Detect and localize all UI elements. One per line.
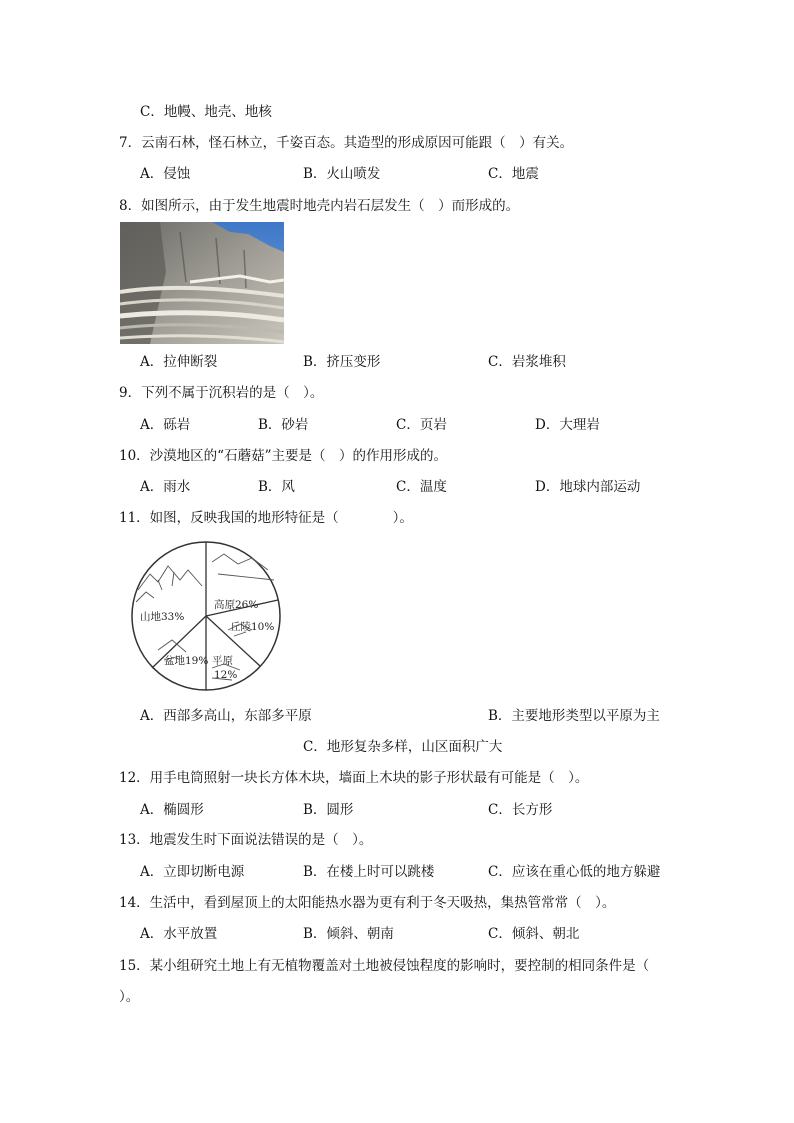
q7-option-b: B．火山喷发: [303, 166, 381, 182]
q10-option-b: B．风: [258, 479, 295, 495]
q14-stem: 14．生活中，看到屋顶上的太阳能热水器为更有利于冬天吸热，集热管常常（ ）。: [119, 895, 616, 911]
q14-option-c: C．倾斜、朝北: [488, 926, 580, 942]
q9-stem: 9．下列不属于沉积岩的是（ ）。: [119, 385, 324, 401]
terrain-pie-illustration: [128, 540, 284, 692]
q8-stem: 8．如图所示，由于发生地震时地壳内岩石层发生（ ）而形成的。: [119, 198, 520, 214]
q11-stem: 11．如图，反映我国的地形特征是（ ）。: [119, 510, 413, 526]
q14-option-b: B．倾斜、朝南: [303, 926, 394, 942]
rock-layer-photo: [120, 222, 284, 344]
q15-stem-line1: 15．某小组研究土地上有无植物覆盖对土地被侵蚀程度的影响时，要控制的相同条件是（: [119, 958, 650, 974]
q12-option-c: C．长方形: [488, 802, 553, 818]
q15-stem-line2: ）。: [119, 989, 140, 1005]
q14-option-a: A．水平放置: [140, 926, 218, 942]
q9-option-d: D．大理岩: [535, 417, 600, 433]
pie-label-plain: 平原: [212, 655, 233, 667]
q10-option-c: C．温度: [396, 479, 447, 495]
q13-option-b: B．在楼上时可以跳楼: [303, 864, 435, 880]
q10-stem: 10．沙漠地区的“石蘑菇”主要是（ ）的作用形成的。: [119, 448, 447, 464]
q12-option-a: A．椭圆形: [140, 802, 204, 818]
q11-option-a: A．西部多高山，东部多平原: [140, 708, 312, 724]
q10-option-a: A．雨水: [140, 479, 191, 495]
q13-option-a: A．立即切断电源: [140, 864, 245, 880]
q6-option-c: C．地幔、地壳、地核: [140, 104, 272, 120]
pie-label-mountain: 山地33%: [140, 611, 185, 623]
q12-option-b: B．圆形: [303, 802, 354, 818]
q8-option-b: B．挤压变形: [303, 354, 381, 370]
q10-option-d: D．地球内部运动: [535, 479, 641, 495]
pie-label-plateau: 高原26%: [214, 599, 259, 611]
q8-option-a: A．拉伸断裂: [140, 354, 218, 370]
q12-stem: 12．用手电筒照射一块长方体木块，墙面上木块的影子形状最有可能是（ ）。: [119, 770, 589, 786]
q7-option-c: C．地震: [488, 166, 539, 182]
q13-option-c: C．应该在重心低的地方躲避: [488, 864, 661, 880]
q7-option-a: A．侵蚀: [140, 166, 191, 182]
q8-option-c: C．岩浆堆积: [488, 354, 566, 370]
q7-stem: 7．云南石林，怪石林立，千姿百态。其造型的形成原因可能跟（ ）有关。: [119, 135, 574, 151]
q9-option-c: C．页岩: [396, 417, 447, 433]
q9-option-b: B．砂岩: [258, 417, 309, 433]
pie-label-basin: 盆地19%: [164, 655, 209, 667]
q13-stem: 13．地震发生时下面说法错误的是（ ）。: [119, 832, 373, 848]
q9-option-a: A．砾岩: [140, 417, 191, 433]
q11-option-b: B．主要地形类型以平原为主: [488, 708, 660, 724]
pie-label-plain-percent: 12%: [214, 669, 238, 681]
pie-label-hills: 丘陵10%: [230, 621, 275, 633]
q11-option-c: C．地形复杂多样，山区面积广大: [303, 739, 503, 755]
